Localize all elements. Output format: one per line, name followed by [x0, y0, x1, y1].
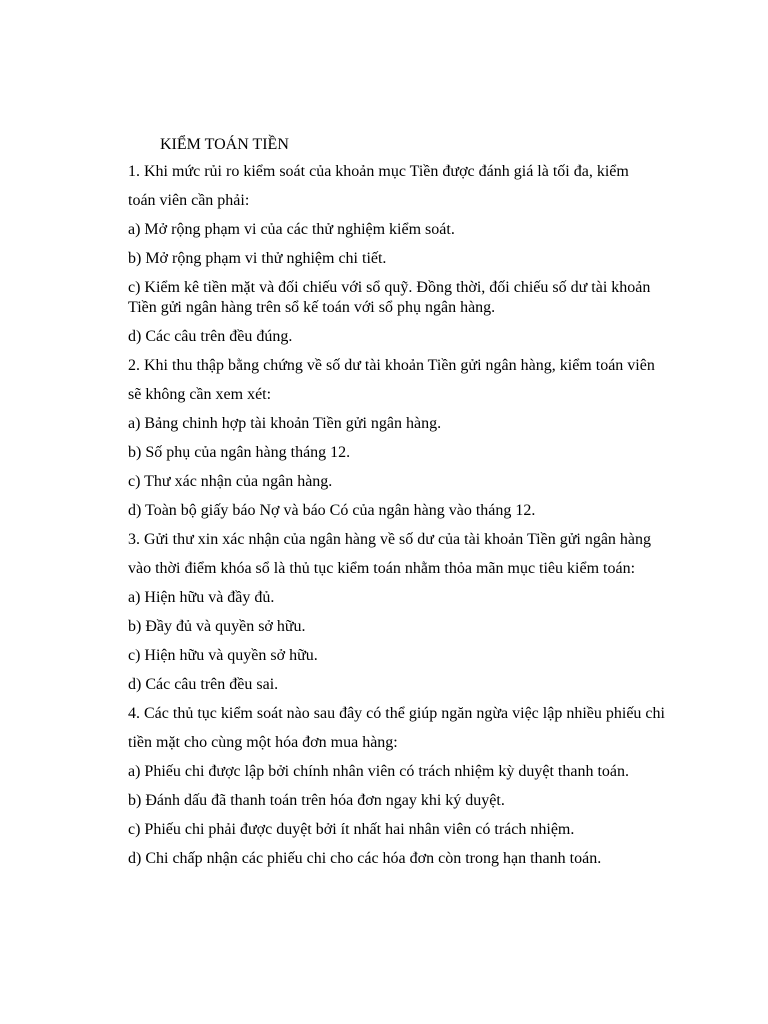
question-4-stem-line-1: 4. Các thủ tục kiểm soát nào sau đây có thể giúp ngăn ngừa việc lập nhiều phiếu chi — [128, 705, 665, 722]
question-4-option-b: b) Đánh dấu đã thanh toán trên hóa đơn ngay khi ký duyệt. — [128, 792, 505, 809]
question-2-option-b: b) Số phụ của ngân hàng tháng 12. — [128, 444, 351, 461]
question-3-option-d: d) Các câu trên đều sai. — [128, 676, 279, 693]
question-2-option-a: a) Bảng chinh hợp tài khoản Tiền gửi ngân hàng. — [128, 415, 442, 432]
question-4-option-c: c) Phiếu chi phải được duyệt bởi ít nhất hai nhân viên có trách nhiệm. — [128, 821, 575, 838]
question-2-stem-line-1: 2. Khi thu thập bằng chứng về số dư tài khoản Tiền gửi ngân hàng, kiểm toán viên — [128, 357, 655, 374]
question-4-stem — [128, 704, 713, 753]
question-3-option-a: a) Hiện hữu và đầy đủ. — [128, 589, 275, 606]
question-3-stem-line-1: 3. Gửi thư xin xác nhận của ngân hàng về số dư của tài khoản Tiền gửi ngân hàng — [128, 531, 652, 548]
question-2-option-c: c) Thư xác nhận của ngân hàng. — [128, 473, 333, 490]
question-1-stem-line-2: toán viên cần phải: — [128, 192, 250, 209]
document-title: KIỂM TOÁN TIỀN — [160, 136, 289, 153]
question-4-option-a: a) Phiếu chi được lập bởi chính nhân viên có trách nhiệm kỳ duyệt thanh toán. — [128, 763, 630, 780]
question-1-stem-line-1: 1. Khi mức rủi ro kiểm soát của khoản mục Tiền được đánh giá là tối đa, kiểm — [128, 163, 629, 180]
question-4-stem-line-2: tiền mặt cho cùng một hóa đơn mua hàng: — [128, 734, 398, 751]
question-3-stem — [128, 530, 713, 579]
question-4-option-d: d) Chi chấp nhận các phiếu chi cho các hóa đơn còn trong hạn thanh toán. — [128, 850, 602, 867]
question-2-option-d: d) Toàn bộ giấy báo Nợ và báo Có của ngân hàng vào tháng 12. — [128, 502, 536, 519]
question-1-option-c-line-1: c) Kiểm kê tiền mặt và đối chiếu với sổ quỹ. Đồng thời, đối chiếu số dư tài khoản — [128, 279, 651, 296]
question-1-option-c-line-2: Tiền gửi ngân hàng trên sổ kế toán với sổ phụ ngân hàng. — [128, 299, 496, 316]
question-2-stem — [128, 356, 713, 405]
question-3-option-b: b) Đầy đủ và quyền sở hữu. — [128, 618, 306, 635]
question-1-option-c — [128, 278, 713, 318]
question-1-stem — [128, 162, 713, 211]
document-body — [128, 162, 713, 878]
question-2-stem-line-2: sẽ không cần xem xét: — [128, 386, 272, 403]
question-1-option-d: d) Các câu trên đều đúng. — [128, 328, 293, 345]
question-3-stem-line-2: vào thời điểm khóa sổ là thủ tục kiểm toán nhằm thỏa mãn mục tiêu kiểm toán: — [128, 560, 636, 577]
question-1-option-b: b) Mở rộng phạm vi thử nghiệm chi tiết. — [128, 250, 387, 267]
question-1-option-a: a) Mở rộng phạm vi của các thử nghiệm kiểm soát. — [128, 221, 455, 238]
question-3-option-c: c) Hiện hữu và quyền sở hữu. — [128, 647, 318, 664]
